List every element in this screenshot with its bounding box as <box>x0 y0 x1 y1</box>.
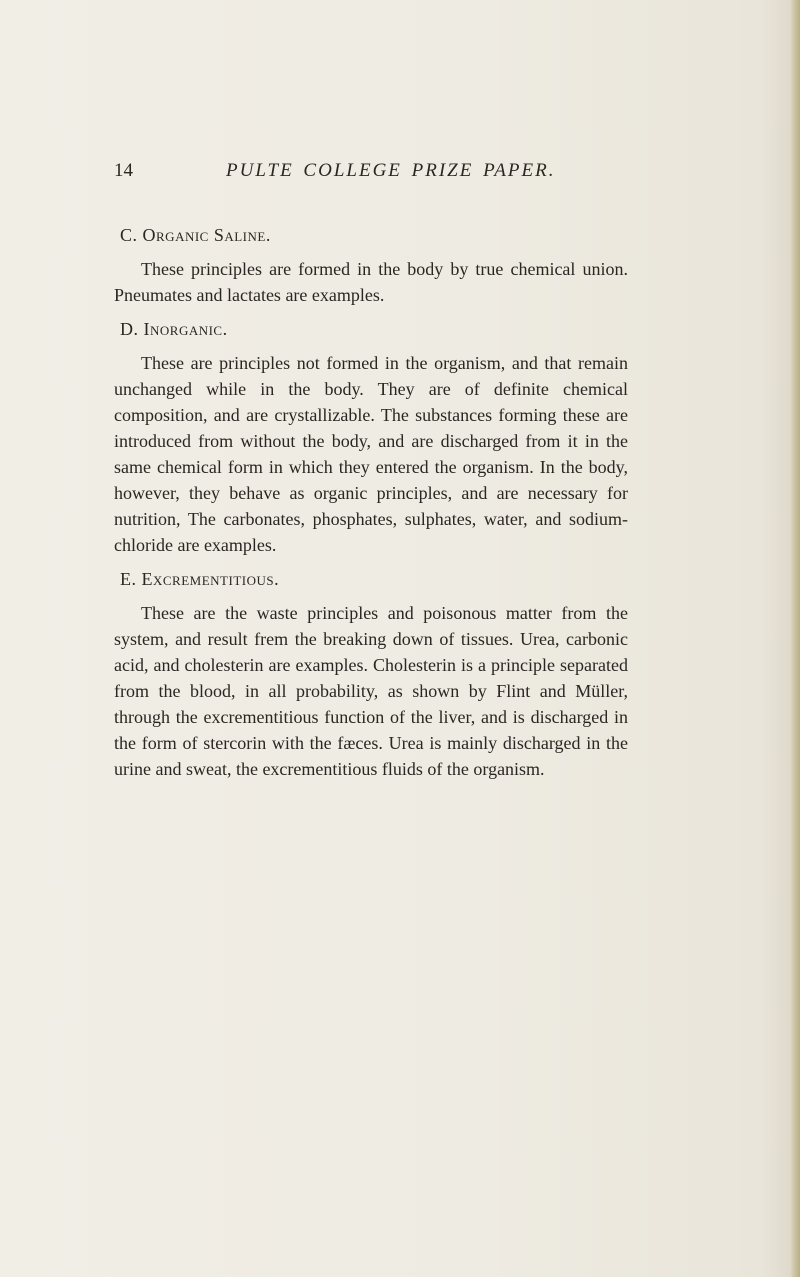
running-title: PULTE COLLEGE PRIZE PAPER. <box>226 160 556 181</box>
section-paragraph: These principles are formed in the body by true chemical union. Pneumates and lactates are examples. <box>114 259 628 305</box>
section-paragraph: These are the waste principles and poisonous matter from the system, and result frem the breaking down of tissues. Urea, carbonic acid, and cholesterin are examples. Cholesterin is a principle separated from the blood, in all probability, as shown by Flint and Müller, through the excrementitious function of the liver, and is discharged in the form of stercorin with the fæces. Urea is mainly discharged in the urine and sweat, the excrementitious fluids of the organism. <box>114 603 628 779</box>
section-heading: C. Organic Saline. <box>120 225 271 245</box>
page-body <box>114 222 628 790</box>
page-number: 14 <box>114 160 133 181</box>
section-paragraph: These are principles not formed in the organism, and that remain unchanged while in the body. They are of definite chemical composition, and are crystallizable. The substances forming these are introduced from without the body, and are discharged from it in the same chemical form in which they entered the organism. In the body, however, they behave as organic principles, and are necessary for nutrition, The carbonates, phosphates, sulphates, water, and sodium-chloride are examples. <box>114 353 628 555</box>
section-heading: E. Excrementitious. <box>120 569 280 589</box>
page-header <box>114 160 554 186</box>
section-organic-saline <box>114 222 628 308</box>
section-heading: D. Inorganic. <box>120 319 228 339</box>
section-excrementitious <box>114 566 628 782</box>
page-edge <box>790 0 800 1277</box>
section-inorganic <box>114 316 628 558</box>
